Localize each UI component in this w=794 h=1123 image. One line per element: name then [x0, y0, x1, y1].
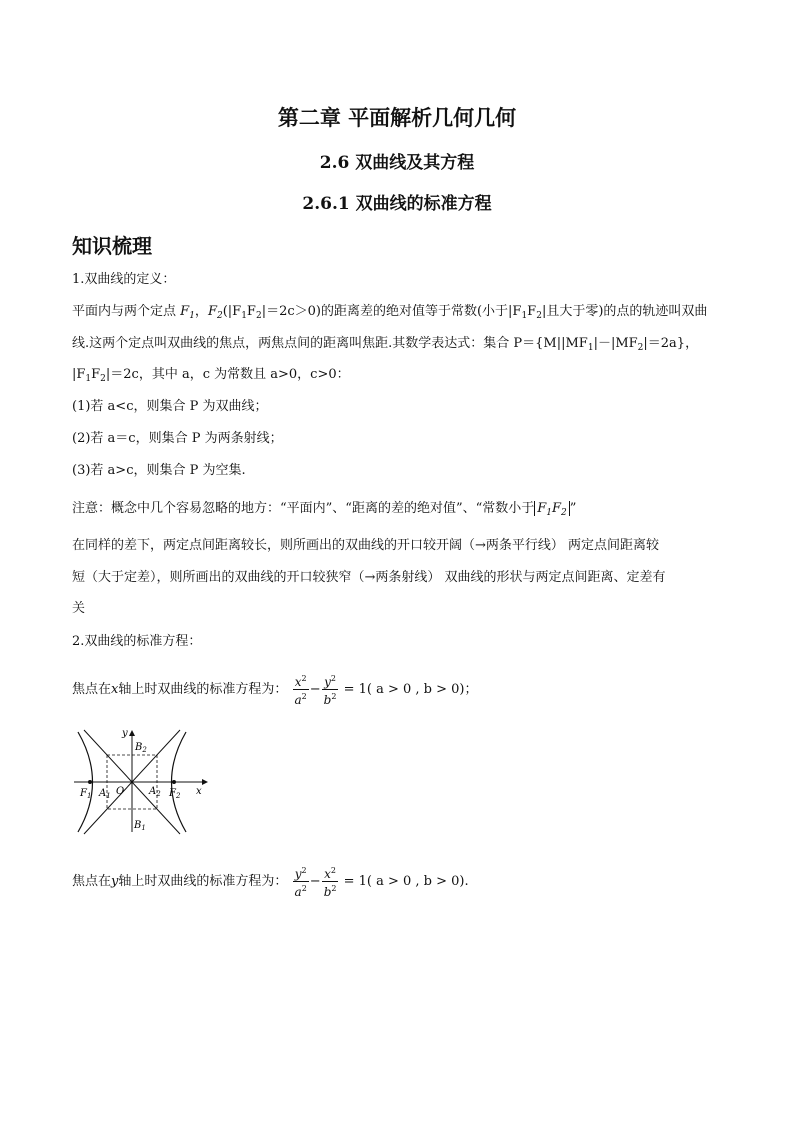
b1-label: $B_1$	[134, 820, 146, 832]
definition-case-2: (2)若 a＝c，则集合 P 为两条射线；	[72, 431, 283, 446]
remark-line-3: 关	[72, 601, 86, 616]
chapter-title: 第二章 平面解析几何几何	[277, 105, 517, 130]
y-axis-equation-line: 焦点在y轴上时双曲线的标准方程为： $\frac{y^2}{a^2}$ − $\frac{x^2}{b^2}$ = 1( a > 0 , b > 0).	[72, 866, 469, 899]
a1-label: $A_1$	[99, 788, 111, 800]
definition-case-1: (1)若 a<c，则集合 P 为双曲线；	[72, 399, 268, 414]
origin-label: O	[116, 786, 125, 797]
x2-over-a2: $\frac{x^2}{a^2}$	[294, 674, 307, 707]
f1f2-abs: $F_1F_2$	[534, 501, 570, 516]
x2-over-b2: $\frac{x^2}{b^2}$	[323, 866, 337, 899]
definition-paragraph-line-2: 线.这两个定点叫双曲线的焦点，两焦点间的距离叫焦距.其数学表达式：集合 $P=\{M||MF_1|-|MF_2|=2a\}$，	[72, 336, 699, 353]
definition-paragraph-line-3: $|F_1F_2|=2c$，其中 a，c 为常数且 a>0，c>0：	[72, 367, 350, 384]
y-axis-arrow-icon	[129, 730, 135, 736]
subsection-title: 2.6.1 双曲线的标准方程	[302, 194, 492, 214]
remark-line-1: 在同样的差下，两定点间距离较长，则所画出的双曲线的开口较开阔（→两条平行线） 两定点间距离较	[72, 538, 660, 553]
note-line: 注意：概念中几个容易忽略的地方：“平面内”、“距离的差的绝对值”、“常数小于 $F_1F_2$ ”	[72, 501, 577, 518]
b2-label: $B_2$	[135, 742, 147, 754]
y-axis-label: y	[122, 728, 128, 739]
focus-f2-point	[172, 780, 176, 784]
y2-over-b2: $\frac{y^2}{b^2}$	[323, 674, 337, 707]
hyperbola-figure	[70, 726, 210, 836]
y2-over-a2: $\frac{y^2}{a^2}$	[294, 866, 307, 899]
x-axis-equation-line: 焦点在x轴上时双曲线的标准方程为： $\frac{x^2}{a^2}$ − $\frac{y^2}{b^2}$ = 1( a > 0 , b > 0)；	[72, 674, 478, 707]
a2-label: $A_2$	[149, 786, 161, 798]
f1-label: $F_1$	[80, 788, 92, 800]
standard-heading: 2.双曲线的标准方程：	[72, 634, 202, 649]
knowledge-heading: 知识梳理	[72, 234, 152, 258]
focus-f1-point	[88, 780, 92, 784]
definition-paragraph-line-1: 平面内与两个定点 $F_1$，$F_2(|F_1F_2|=2c>0)$的距离差的绝对值等于常数(小于$|F_1F_2|$且大于零)的点的轨迹叫双曲	[72, 304, 708, 321]
x-axis-label: x	[196, 786, 202, 797]
remark-line-2: 短（大于定差），则所画出的双曲线的开口较狭窄（→两条射线） 双曲线的形状与两定点间距离、定差有	[72, 570, 666, 585]
f2-label: $F_2$	[169, 788, 181, 800]
definition-case-3: (3)若 a>c，则集合 P 为空集.	[72, 463, 246, 478]
definition-heading: 1.双曲线的定义：	[72, 272, 176, 287]
x-axis-arrow-icon	[202, 779, 208, 785]
section-title: 2.6 双曲线及其方程	[319, 153, 475, 173]
